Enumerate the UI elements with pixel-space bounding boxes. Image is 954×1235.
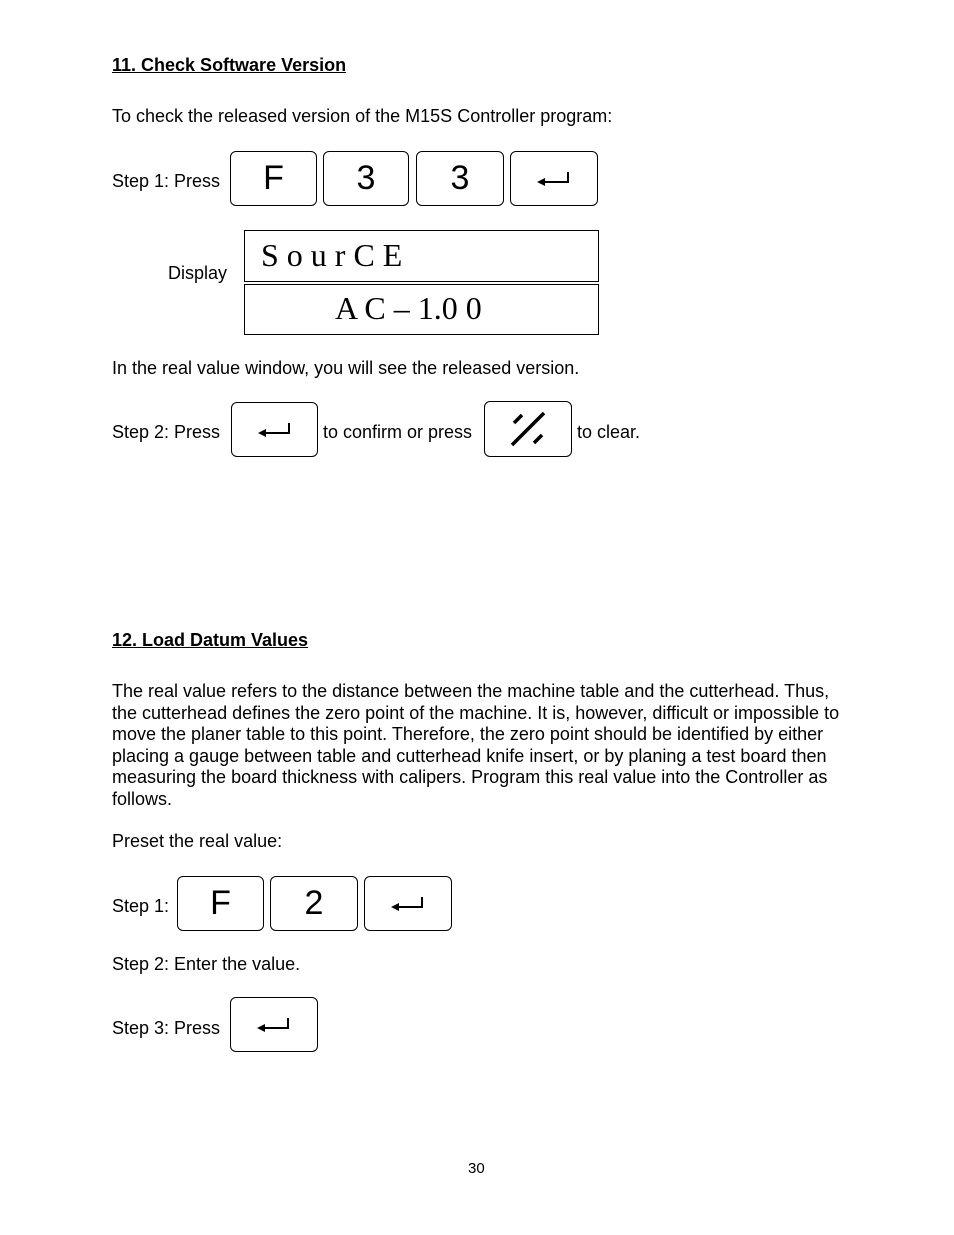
section-11-heading: 11. Check Software Version bbox=[112, 55, 347, 75]
enter-key-icon bbox=[388, 894, 428, 914]
enter-key-icon bbox=[255, 420, 295, 440]
page-number: 30 bbox=[468, 1160, 485, 1177]
key-f-s12 bbox=[177, 876, 264, 931]
key-3-second bbox=[416, 151, 504, 206]
display-line-1-text: S o u r C E bbox=[261, 237, 403, 273]
key-enter-s12-step3 bbox=[230, 997, 318, 1052]
s11-step1-label: Step 1: Press bbox=[112, 171, 221, 191]
key-2 bbox=[270, 876, 358, 931]
section-12-heading: 12. Load Datum Values bbox=[112, 630, 309, 650]
key-f-s12-label: F bbox=[210, 884, 231, 922]
clear-key-icon bbox=[508, 409, 548, 449]
key-3-label: 3 bbox=[356, 159, 376, 197]
display-label: Display bbox=[168, 263, 228, 283]
display-line-1 bbox=[244, 230, 599, 282]
key-2-label: 2 bbox=[304, 884, 324, 922]
key-3 bbox=[323, 151, 409, 206]
display-line-2 bbox=[244, 284, 599, 335]
s11-step2-end: to clear. bbox=[577, 422, 641, 442]
s12-step2: Step 2: Enter the value. bbox=[112, 954, 301, 974]
enter-key-icon bbox=[534, 169, 574, 189]
section-12-preset: Preset the real value: bbox=[112, 831, 283, 851]
key-enter-s12 bbox=[364, 876, 452, 931]
display-line-2-text: A C – 1.0 0 bbox=[335, 290, 482, 326]
s11-step2-mid: to confirm or press bbox=[323, 422, 473, 442]
section-12-paragraph: The real value refers to the distance between the machine table and the cutterhead. Thus, the cutterhead defines the zero point of the machine. It is, however, difficult or impossible to move the planer table to this point. Therefore, the zero point should be identified by either placing a gauge between table and cutterhead knife insert, or by planing a test board then measuring the board thickness with calipers. Program this real value into the Controller as follows. bbox=[112, 681, 840, 809]
key-clear bbox=[484, 401, 572, 457]
key-f bbox=[230, 151, 317, 206]
section-11-intro: To check the released version of the M15S Controller program: bbox=[112, 106, 613, 126]
key-enter bbox=[510, 151, 598, 206]
key-3-second-label: 3 bbox=[450, 159, 470, 197]
key-f-label: F bbox=[263, 159, 284, 197]
s11-step2-label: Step 2: Press bbox=[112, 422, 221, 442]
enter-key-icon bbox=[254, 1015, 294, 1035]
key-enter-confirm bbox=[231, 402, 318, 457]
s12-step1-label: Step 1: bbox=[112, 896, 170, 916]
section-11-note: In the real value window, you will see the released version. bbox=[112, 358, 580, 378]
s12-step3-label: Step 3: Press bbox=[112, 1018, 221, 1038]
